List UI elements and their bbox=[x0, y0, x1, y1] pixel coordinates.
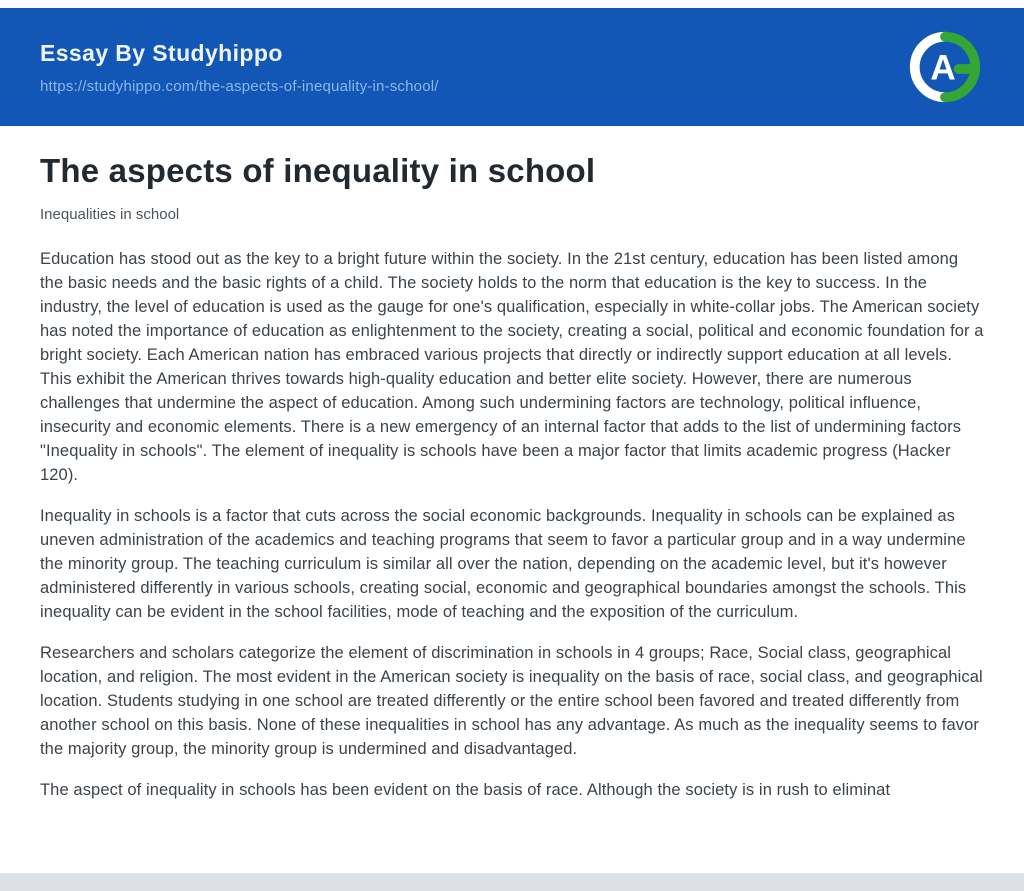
studyhippo-logo bbox=[906, 28, 984, 106]
logo-letter: A bbox=[930, 48, 956, 88]
header-text-block bbox=[40, 40, 439, 95]
site-header bbox=[0, 8, 1024, 126]
site-title: Essay By Studyhippo bbox=[40, 39, 283, 66]
page-bottom-strip bbox=[0, 873, 1024, 891]
article-subtitle: Inequalities in school bbox=[40, 206, 180, 223]
article-paragraph: Inequality in schools is a factor that cuts across the social economic backgrounds. Inequality in schools can be explained as uneven administration of the academics and teaching programs that seem to favor a particular group and in a way undermine the minority group. The teaching curriculum is similar all over the nation, depending on the academic level, but it's however administered differently in various schools, creating social, economic and geographical boundaries amongst the schools. This inequality can be evident in the school facilities, mode of teaching and the exposition of the curriculum. bbox=[40, 507, 967, 621]
article-paragraph: The aspect of inequality in schools has been evident on the basis of race. Although the society is in rush to eliminat bbox=[40, 781, 891, 799]
top-gap bbox=[0, 0, 1024, 8]
studyhippo-logo-icon bbox=[906, 28, 984, 106]
article bbox=[0, 126, 1024, 873]
article-paragraph: Researchers and scholars categorize the element of discrimination in schools in 4 groups; Race, Social class, geographical location, and religion. The most evident in the American society is inequality on the basis of race, social class, and geographical location. Students studying in one school are treated differently or the entire school been favored and treated differently from another school on this basis. None of these inequalities in school has any advantage. As much as the inequality seems to favor the majority group, the minority group is undermined and disadvantaged. bbox=[40, 644, 983, 758]
source-url-link[interactable]: https://studyhippo.com/the-aspects-of-inequality-in-school/ bbox=[40, 77, 439, 95]
page-title: The aspects of inequality in school bbox=[40, 152, 596, 189]
article-paragraph: Education has stood out as the key to a bright future within the society. In the 21st century, education has been listed among the basic needs and the basic rights of a child. The society holds to the norm that education is the key to success. In the industry, the level of education is used as the gauge for one's qualification, especially in white-collar jobs. The American society has noted the importance of education as enlightenment to the society, creating a social, political and economic foundation for a bright society. Each American nation has embraced various projects that directly or indirectly support education at all levels. This exhibit the American thrives towards high-quality education and better elite society. However, there are numerous challenges that undermine the aspect of education. Among such undermining factors are technology, political influence, insecurity and economic elements. There is a new emergency of an internal factor that adds to the list of undermining factors "Inequality in schools". The element of inequality is schools have been a major factor that limits academic progress (Hacker 120). bbox=[40, 250, 984, 484]
